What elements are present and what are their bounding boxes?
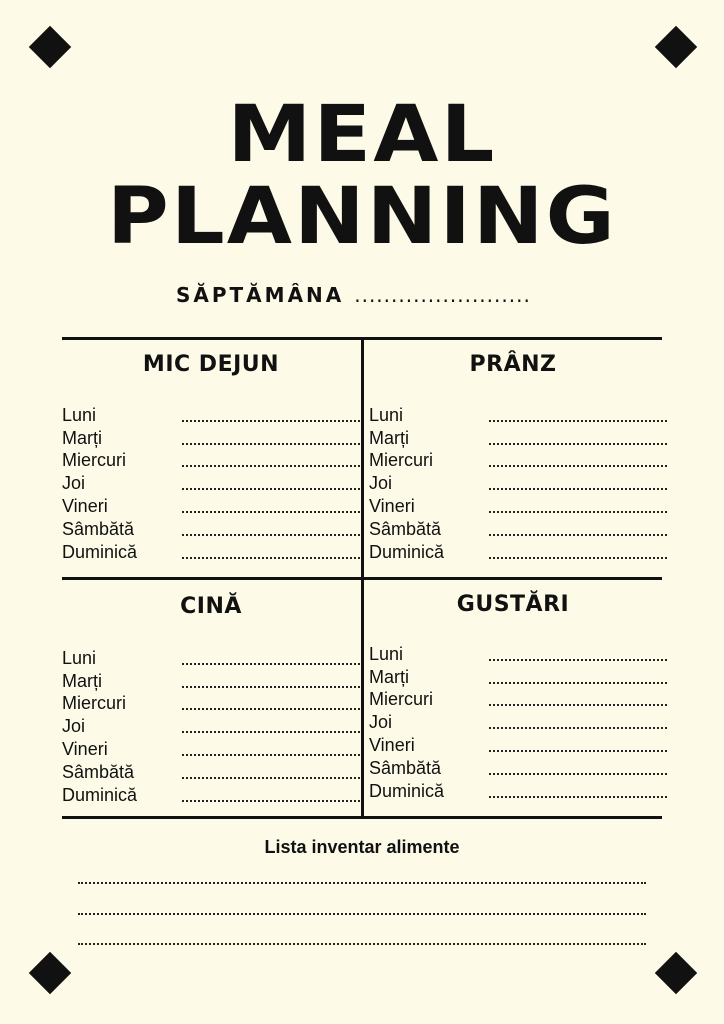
entry-line[interactable] (489, 749, 667, 752)
day-label: Miercuri (62, 693, 127, 714)
entry-line[interactable] (182, 685, 360, 688)
day-label: Luni (62, 404, 97, 425)
day-label: Sâmbătă (369, 518, 442, 539)
title-line-1: MEAL (227, 90, 497, 180)
inventory-line[interactable] (78, 882, 646, 884)
day-label: Miercuri (62, 450, 127, 471)
divider-vertical (361, 339, 364, 819)
day-row[interactable] (369, 539, 667, 562)
day-row[interactable] (62, 516, 360, 539)
section-title-breakfast: MIC DEJUN (142, 352, 280, 377)
breakfast-days (62, 402, 360, 562)
section-title-snacks: GUSTĂRI (456, 592, 570, 617)
entry-line[interactable] (489, 658, 667, 661)
entry-line[interactable] (182, 419, 360, 422)
section-title-lunch: PRÂNZ (469, 352, 557, 377)
day-label: Joi (62, 473, 86, 494)
day-label: Miercuri (369, 689, 434, 710)
corner-diamond-top-left (29, 26, 71, 68)
entry-line[interactable] (489, 556, 667, 559)
day-label: Sâmbătă (62, 761, 135, 782)
section-title-dinner: CINĂ (180, 594, 242, 619)
entry-line[interactable] (182, 556, 360, 559)
day-row[interactable] (369, 687, 667, 710)
day-row[interactable] (62, 448, 360, 471)
title-line-2: PLANNING (107, 172, 617, 262)
day-row[interactable] (62, 402, 360, 425)
entry-line[interactable] (489, 487, 667, 490)
week-field[interactable] (176, 283, 531, 307)
entry-line[interactable] (489, 681, 667, 684)
day-label: Vineri (369, 734, 415, 755)
day-label: Marți (62, 427, 102, 448)
day-row[interactable] (62, 425, 360, 448)
day-label: Marți (369, 666, 409, 687)
day-row[interactable] (369, 732, 667, 755)
entry-line[interactable] (182, 730, 360, 733)
entry-line[interactable] (489, 533, 667, 536)
day-row[interactable] (369, 664, 667, 687)
day-row[interactable] (62, 493, 360, 516)
day-row[interactable] (62, 668, 360, 691)
day-label: Luni (62, 647, 97, 668)
day-label: Duminică (62, 784, 138, 805)
entry-line[interactable] (182, 487, 360, 490)
day-row[interactable] (369, 493, 667, 516)
day-row[interactable] (62, 691, 360, 714)
entry-line[interactable] (182, 442, 360, 445)
day-label: Sâmbătă (62, 518, 135, 539)
entry-line[interactable] (182, 776, 360, 779)
entry-line[interactable] (489, 442, 667, 445)
day-row[interactable] (62, 759, 360, 782)
day-row[interactable] (369, 778, 667, 801)
day-row[interactable] (62, 645, 360, 668)
entry-line[interactable] (182, 533, 360, 536)
day-label: Marți (62, 670, 102, 691)
day-label: Joi (62, 716, 86, 737)
inventory-title: Lista inventar alimente (264, 837, 460, 857)
corner-diamond-bottom-left (29, 952, 71, 994)
week-label: SĂPTĂMÂNA (176, 283, 345, 307)
day-row[interactable] (369, 709, 667, 732)
inventory-line[interactable] (78, 913, 646, 915)
day-label: Joi (369, 712, 393, 733)
week-dots: ........................ (354, 283, 531, 307)
day-label: Duminică (369, 541, 445, 562)
day-row[interactable] (369, 448, 667, 471)
entry-line[interactable] (489, 726, 667, 729)
day-row[interactable] (369, 641, 667, 664)
entry-line[interactable] (489, 510, 667, 513)
entry-line[interactable] (489, 703, 667, 706)
day-label: Luni (369, 643, 404, 664)
day-row[interactable] (62, 539, 360, 562)
day-label: Sâmbătă (369, 757, 442, 778)
day-label: Vineri (62, 738, 108, 759)
day-label: Joi (369, 473, 393, 494)
entry-line[interactable] (182, 707, 360, 710)
dinner-days (62, 645, 360, 805)
day-label: Vineri (62, 495, 108, 516)
day-row[interactable] (369, 425, 667, 448)
day-label: Vineri (369, 495, 415, 516)
entry-line[interactable] (182, 662, 360, 665)
entry-line[interactable] (182, 464, 360, 467)
entry-line[interactable] (489, 795, 667, 798)
day-row[interactable] (62, 470, 360, 493)
day-row[interactable] (369, 402, 667, 425)
entry-line[interactable] (182, 510, 360, 513)
lunch-days (369, 402, 667, 562)
snacks-days (369, 641, 667, 801)
day-label: Duminică (62, 541, 138, 562)
entry-line[interactable] (489, 464, 667, 467)
day-row[interactable] (369, 516, 667, 539)
day-row[interactable] (369, 755, 667, 778)
entry-line[interactable] (489, 772, 667, 775)
day-row[interactable] (62, 782, 360, 805)
day-row[interactable] (369, 470, 667, 493)
day-label: Miercuri (369, 450, 434, 471)
corner-diamond-bottom-right (655, 952, 697, 994)
entry-line[interactable] (489, 419, 667, 422)
inventory-line[interactable] (78, 943, 646, 945)
entry-line[interactable] (182, 753, 360, 756)
day-label: Duminică (369, 780, 445, 801)
corner-diamond-top-right (655, 26, 697, 68)
day-label: Marți (369, 427, 409, 448)
day-row[interactable] (62, 713, 360, 736)
day-label: Luni (369, 404, 404, 425)
day-row[interactable] (62, 736, 360, 759)
entry-line[interactable] (182, 799, 360, 802)
